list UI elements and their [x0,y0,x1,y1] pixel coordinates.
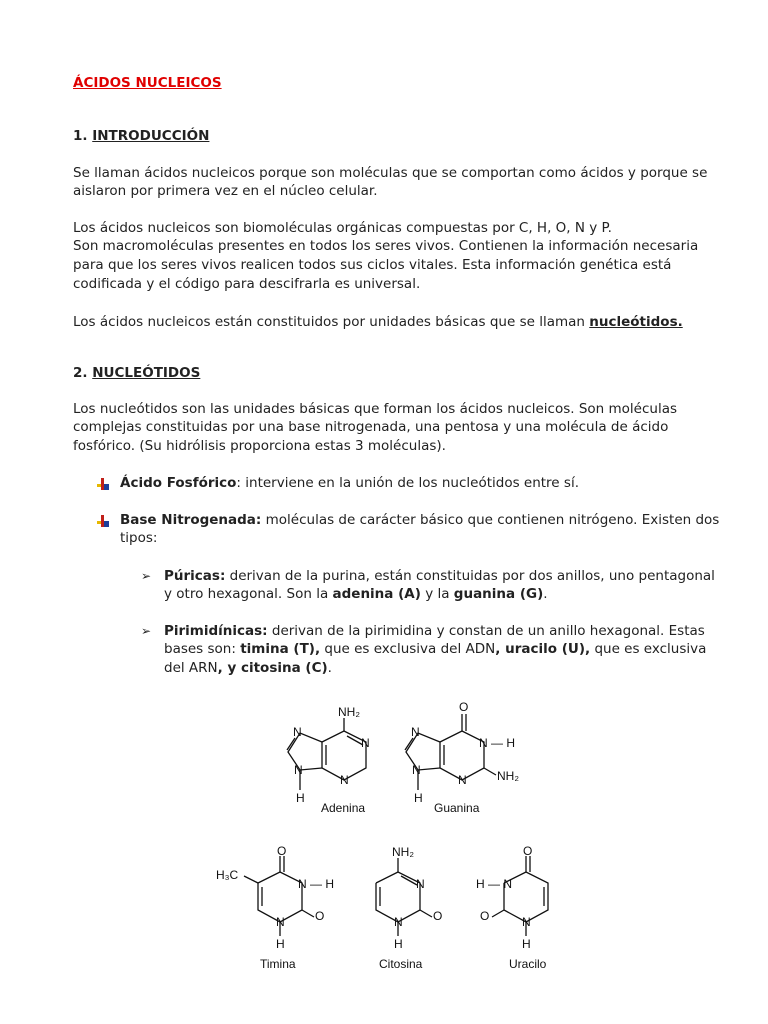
thymine-atoms [216,844,334,951]
s1-p1-line2: aislaron por primera vez en el núcleo celular. [73,183,378,199]
item1-label: Ácido Fosfórico [120,475,237,491]
sub1-end: . [543,586,548,602]
s2-p1-line1: Los nucleótidos son las unidades básicas que forman los ácidos nucleicos. Son moléculas [73,401,678,417]
label-citosina: Citosina [379,957,423,971]
atom-label: N [522,915,531,929]
s1-p3-nucleotidos: nucleótidos. [589,314,683,330]
sub2-line2b: que es exclusiva del ADN [320,641,496,657]
sub2-timina: timina (T), [240,641,321,657]
s1-p2-line3: para que los seres vivos realicen todos sus ciclos vitales. Esta información genética está [73,257,672,273]
s1-p2-line2: Son macromoléculas presentes en todos los seres vivos. Contienen la información necesaria [73,238,699,254]
atom-label: O [459,700,469,714]
atom-label: N — H [298,877,334,891]
document-title: ÁCIDOS NUCLEICOS [73,75,222,91]
item2-text-line2: tipos: [120,530,158,546]
item1-text: : interviene en la unión de los nucleótidos entre sí. [236,475,579,491]
atom-label: N [276,915,285,929]
atom-label: H — N [476,877,512,891]
atom-label: NH₂ [497,769,519,783]
atom-label: O [315,909,325,923]
sub2-line2a: bases son: [164,641,241,657]
atom-label: N [294,763,303,777]
atom-label: H [522,937,531,951]
label-adenina: Adenina [321,801,366,815]
atom-label: H₃C [216,868,239,882]
sub2-end: . [327,660,332,676]
item2-label: Base Nitrogenada: [120,512,262,528]
sub2-citosina: , y citosina (C) [217,660,328,676]
sub1-adenina: adenina (A) [332,586,421,602]
atom-label: NH₂ [338,705,360,719]
atom-label: O [277,844,287,858]
atom-label: O [523,844,533,858]
atom-label: H [414,791,423,805]
sub1-y: y la [420,586,454,602]
atom-label: N [416,877,425,891]
arrow-bullet-icon: ➢ [141,624,152,638]
sub2-line2c: que es exclusiva [590,641,707,657]
sub2-comma: , [495,641,501,657]
sub2-text: derivan de la pirimidina y constan de un anillo hexagonal. Estas [267,623,705,639]
atom-label: N [458,773,467,787]
s1-p2-line4: codificada y el código para descifrarla es universal. [73,276,421,292]
atom-label: O [480,909,490,923]
s1-p1-line1: Se llaman ácidos nucleicos porque son moléculas que se comportan como ácidos y porque se [73,165,708,181]
s1-p2-line1: Los ácidos nucleicos son biomoléculas orgánicas compuestas por C, H, O, N y P. [73,220,612,236]
section2-number: 2. [73,365,93,381]
uracil-structure [492,856,548,936]
label-uracilo: Uracilo [509,957,547,971]
sub2-label: Pirimidínicas: [164,623,268,639]
sub1-guanina: guanina (G) [453,586,544,602]
atom-label: N [411,725,420,739]
atom-label: N [394,915,403,929]
sub1-line2a: y otro hexagonal. Son la [164,586,333,602]
atom-label: H [394,937,403,951]
sub2-line3a: del ARN [164,660,218,676]
section2-title: NUCLEÓTIDOS [92,365,201,381]
section1-title: INTRODUCCIÓN [92,128,210,144]
atom-label: O [433,909,443,923]
cytosine-atoms [392,845,442,951]
atom-label: NH₂ [392,845,414,859]
label-timina: Timina [260,957,296,971]
section1-number: 1. [73,128,93,144]
sub1-label: Púricas: [164,568,226,584]
atom-label: N [293,725,302,739]
guanine-atoms [411,700,519,805]
label-guanina: Guanina [434,801,480,815]
atom-label: N [340,773,349,787]
sub2-uracilo: uracilo (U), [500,641,591,657]
s2-p1-line2: complejas constituidas por una base nitrogenada, una pentosa y una molécula de ácido [73,419,669,435]
atom-label: H [276,937,285,951]
sub1-text: derivan de la purina, están constituidas por dos anillos, uno pentagonal [225,568,715,584]
atom-label: N [361,736,370,750]
atom-label: H [296,791,305,805]
atom-label: N — H [479,736,515,750]
s1-p3-text: Los ácidos nucleicos están constituidos por unidades básicas que se llaman [73,314,590,330]
arrow-bullet-icon: ➢ [141,569,152,583]
s2-p1-line3: fosfórico. (Su hidrólisis proporciona estas 3 moléculas). [73,438,446,454]
cytosine-structure [376,858,432,936]
adenine-atoms [293,705,370,805]
item2-text: moléculas de carácter básico que contienen nitrógeno. Existen dos [261,512,720,528]
atom-label: N [412,763,421,777]
